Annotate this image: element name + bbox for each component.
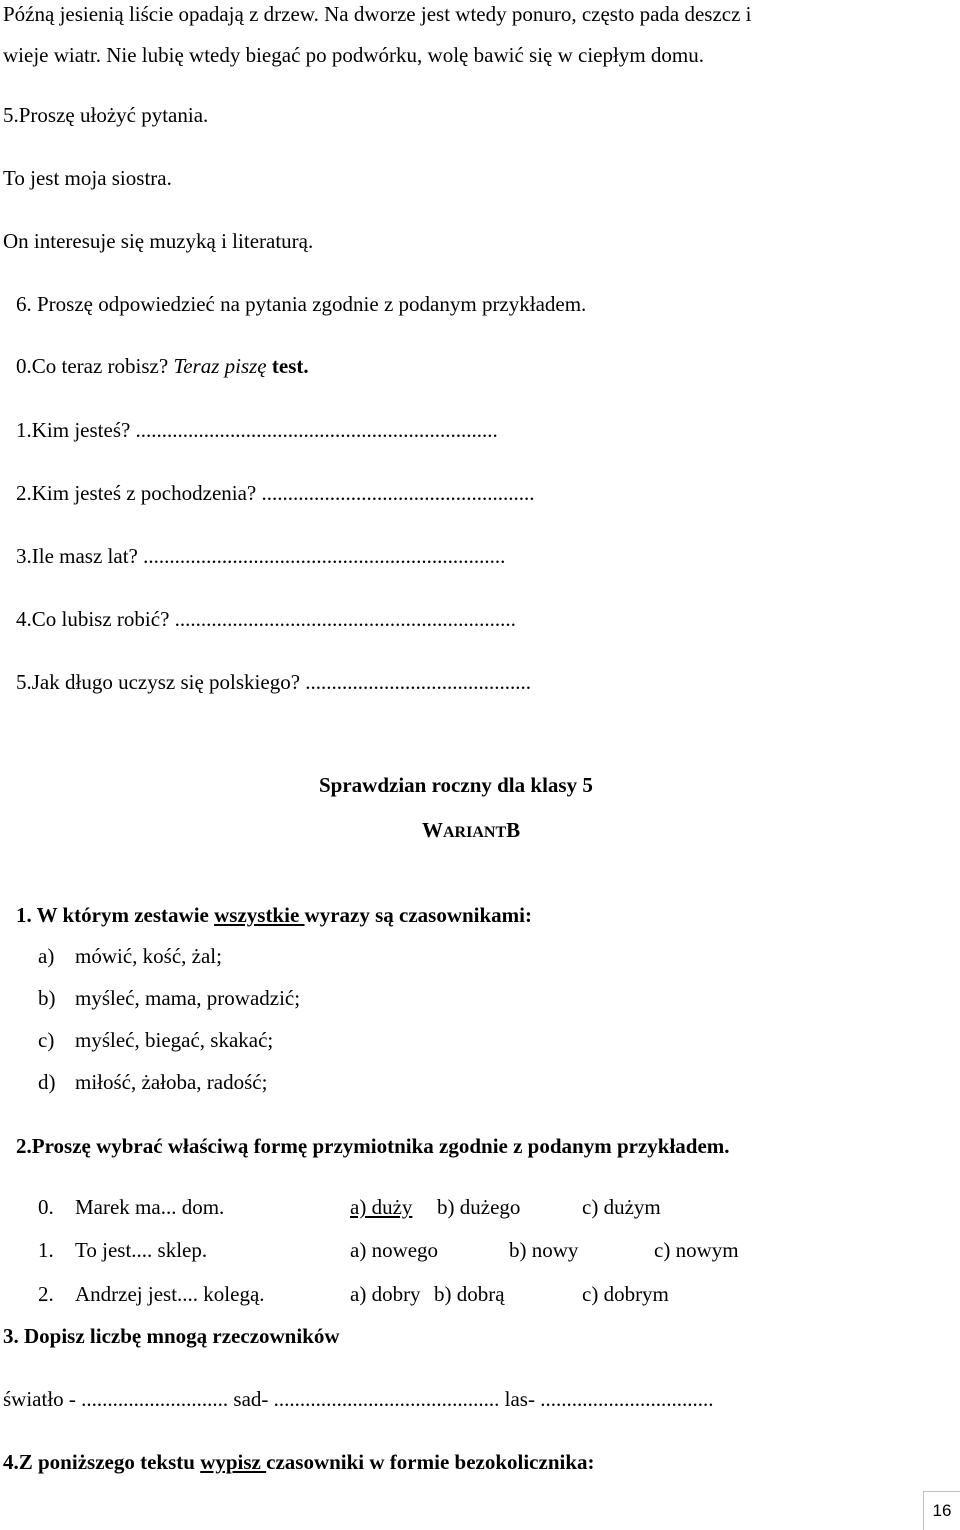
question-1: 1.Kim jesteś? ..................................................................... xyxy=(16,418,498,442)
q2-heading: 2.Proszę wybrać właściwą formę przymiotnika zgodnie z podanym przykładem. xyxy=(16,1134,730,1158)
q4-underlined: wypisz xyxy=(200,1450,267,1474)
page-number: 16 xyxy=(923,1491,960,1530)
question-2: 2.Kim jesteś z pochodzenia? .................................................... xyxy=(16,481,535,505)
q1-underlined: wszystkie xyxy=(214,903,305,927)
intro-line-2: wieje wiatr. Nie lubię wtedy biegać po podwórku, wolę bawić się w ciepłym domu. xyxy=(3,43,704,67)
intro-line-1: Późną jesienią liście opadają z drzew. Na dworze jest wtedy ponuro, często pada deszcz i xyxy=(3,2,752,26)
section-5-sentence-2: On interesuje się muzyką i literaturą. xyxy=(3,229,314,253)
q2-row-0-answer: a) duży xyxy=(350,1195,413,1219)
q1-option-a: a) mówić, kość, żal; xyxy=(38,944,222,968)
q3-line: światło - ............................ sad- ........................................... las- ................................. xyxy=(3,1387,714,1411)
q1-option-b: b) myśleć, mama, prowadzić; xyxy=(38,986,301,1010)
example-question: 0.Co teraz robisz? xyxy=(16,354,174,378)
section-6-heading: 6. Proszę odpowiedzieć na pytania zgodnie z podanym przykładem. xyxy=(16,292,587,316)
q1-heading: 1. W którym zestawie wszystkie wyrazy są czasownikami: xyxy=(16,903,533,927)
q3-heading: 3. Dopisz liczbę mnogą rzeczowników xyxy=(3,1324,340,1348)
variant-label: WARIANTB xyxy=(422,818,521,842)
test-title: Sprawdzian roczny dla klasy 5 xyxy=(319,773,593,797)
section-5-sentence-1: To jest moja siostra. xyxy=(3,166,172,190)
q4-heading: 4.Z poniższego tekstu wypisz czasowniki w formie bezokolicznika: xyxy=(3,1450,595,1474)
example-answer: Teraz piszę xyxy=(173,354,267,378)
q1-option-c: c) myśleć, biegać, skakać; xyxy=(38,1028,274,1052)
q1-option-d: d) miłość, żałoba, radość; xyxy=(38,1070,268,1094)
section-6-example xyxy=(16,356,309,377)
question-4: 4.Co lubisz robić? ................................................................. xyxy=(16,607,516,631)
section-5-heading: 5.Proszę ułożyć pytania. xyxy=(3,103,209,127)
example-answer-bold: test. xyxy=(266,354,309,378)
question-3: 3.Ile masz lat? ..................................................................... xyxy=(16,544,506,568)
question-5: 5.Jak długo uczysz się polskiego? ........................................... xyxy=(16,670,532,694)
